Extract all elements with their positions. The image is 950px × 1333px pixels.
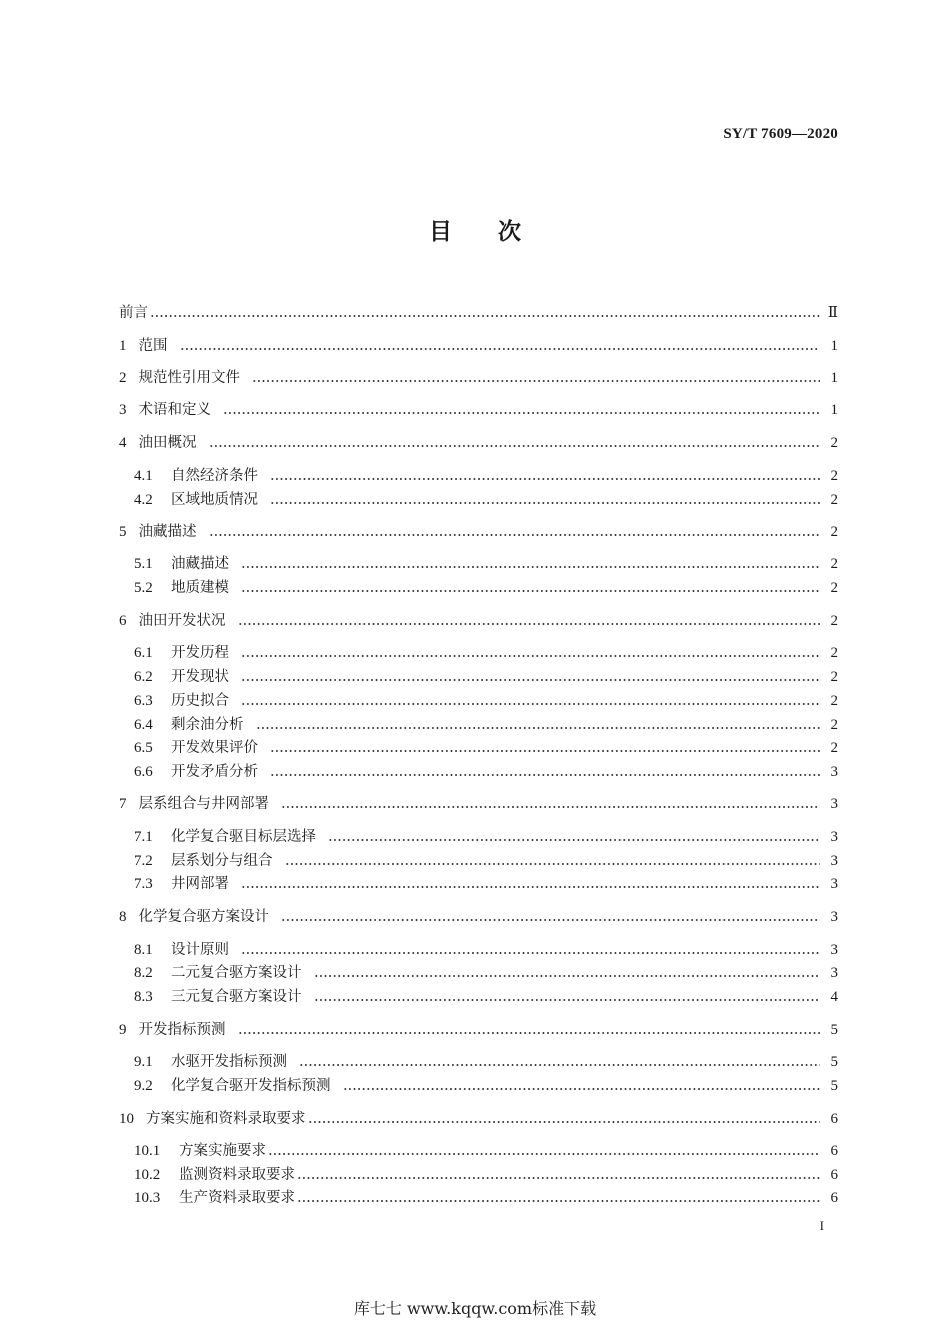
- toc-subentry[interactable]: [134, 1140, 838, 1162]
- toc-entry-page: 3: [830, 829, 838, 845]
- toc-entry[interactable]: [119, 302, 838, 324]
- toc-entry-title: 术语和定义: [138, 402, 211, 418]
- toc-dot-leader: [241, 565, 820, 569]
- page-title-char-2: 次: [498, 219, 521, 245]
- toc-entry-page: 2: [830, 645, 838, 661]
- toc-entry-title: 生产资料录取要求: [179, 1190, 295, 1206]
- toc-entry-title: 开发矛盾分析: [171, 764, 258, 780]
- toc-dot-leader: [238, 1031, 821, 1035]
- toc-subentry[interactable]: [134, 761, 838, 783]
- toc-entry-title: 自然经济条件: [171, 468, 258, 484]
- toc-dot-leader: [256, 726, 821, 730]
- toc-entry-number: 9.1: [134, 1054, 153, 1070]
- toc-entry-number: 10.3: [134, 1190, 161, 1206]
- toc-entry-page: 2: [830, 524, 838, 540]
- toc-entry-title: 化学复合驱方案设计: [138, 909, 269, 925]
- toc-entry-title: 开发历程: [171, 645, 229, 661]
- toc-entry-page: 2: [830, 613, 838, 629]
- toc-entry-title: 开发指标预测: [138, 1022, 226, 1038]
- toc-entry-title: 范围: [138, 338, 168, 354]
- toc-entry-title: 油藏描述: [171, 556, 229, 572]
- toc-dot-leader: [343, 1087, 821, 1091]
- toc-entry-title: 水驱开发指标预测: [171, 1054, 287, 1070]
- toc-entry[interactable]: [119, 399, 838, 421]
- toc-dot-leader: [223, 411, 820, 415]
- toc-subentry[interactable]: [134, 1164, 838, 1186]
- toc-dot-leader: [268, 1152, 820, 1156]
- toc-entry[interactable]: [119, 367, 838, 389]
- toc-entry-number: 4: [119, 435, 127, 451]
- toc-dot-leader: [297, 1199, 820, 1203]
- toc-dot-leader: [308, 1120, 821, 1124]
- toc-subentry[interactable]: [134, 465, 838, 487]
- toc-entry-page: 5: [830, 1078, 838, 1094]
- toc-dot-leader: [241, 589, 820, 593]
- toc-entry-page: 5: [830, 1054, 838, 1070]
- toc-entry-number: 9: [119, 1022, 127, 1038]
- toc-entry-page: 2: [830, 580, 838, 596]
- toc-entry-page: 6: [830, 1111, 838, 1127]
- toc-dot-leader: [241, 702, 820, 706]
- watermark-text: 库七七 www.kqqw.com标准下载: [353, 1299, 597, 1318]
- toc-entry[interactable]: [119, 432, 838, 454]
- toc-entry-number: 8.3: [134, 989, 153, 1005]
- toc-entry-title: 区域地质情况: [171, 492, 258, 508]
- toc-entry-number: 6.5: [134, 740, 153, 756]
- toc-entry-title: 规范性引用文件: [138, 370, 240, 386]
- toc-subentry[interactable]: [134, 1187, 838, 1209]
- toc-dot-leader: [238, 622, 821, 626]
- toc-entry-number: 6.4: [134, 717, 153, 733]
- toc-entry[interactable]: [119, 793, 838, 815]
- toc-dot-leader: [270, 773, 820, 777]
- toc-entry-title: 化学复合驱开发指标预测: [171, 1078, 331, 1094]
- toc-entry-page: 2: [830, 556, 838, 572]
- toc-entry-number: 6.2: [134, 669, 153, 685]
- toc-dot-leader: [180, 347, 821, 351]
- toc-dot-leader: [297, 1176, 820, 1180]
- toc-dot-leader: [270, 749, 820, 753]
- toc-dot-leader: [241, 885, 820, 889]
- toc-dot-leader: [314, 974, 821, 978]
- toc-entry-page: 2: [830, 693, 838, 709]
- toc-entry-title: 油田开发状况: [138, 613, 226, 629]
- toc-entry-title: 方案实施和资料录取要求: [146, 1111, 306, 1127]
- toc-subentry[interactable]: [134, 737, 838, 759]
- toc-dot-leader: [241, 654, 820, 658]
- toc-entry-number: 8.1: [134, 942, 153, 958]
- toc-subentry[interactable]: [134, 642, 838, 664]
- toc-subentry[interactable]: [134, 553, 838, 575]
- toc-subentry[interactable]: [134, 873, 838, 895]
- toc-dot-leader: [281, 805, 820, 809]
- toc-entry-title: 监测资料录取要求: [179, 1167, 295, 1183]
- toc-entry-number: 1: [119, 338, 127, 354]
- toc-subentry[interactable]: [134, 690, 838, 712]
- toc-entry[interactable]: [119, 1019, 838, 1041]
- toc-entry-title: 开发现状: [171, 669, 229, 685]
- toc-dot-leader: [285, 862, 821, 866]
- toc-entry-page: 5: [830, 1022, 838, 1038]
- toc-entry-page: 2: [830, 669, 838, 685]
- toc-entry-page: 6: [830, 1143, 838, 1159]
- toc-entry-title: 设计原则: [171, 942, 229, 958]
- toc-entry-page: 1: [830, 370, 838, 386]
- toc-entry-number: 6: [119, 613, 127, 629]
- toc-dot-leader: [252, 379, 820, 383]
- toc-entry-title: 方案实施要求: [179, 1143, 266, 1159]
- toc-entry-title: 三元复合驱方案设计: [171, 989, 302, 1005]
- toc-entry-title: 地质建模: [171, 580, 229, 596]
- toc-entry-page: 3: [830, 876, 838, 892]
- toc-entry-title: 历史拟合: [171, 693, 229, 709]
- toc-entry[interactable]: [119, 1108, 838, 1130]
- toc-entry-number: 10.1: [134, 1143, 161, 1159]
- toc-entry-page: 2: [830, 468, 838, 484]
- toc-entry-title: 开发效果评价: [171, 740, 258, 756]
- toc-entry-page: 3: [830, 796, 838, 812]
- toc-entry-page: 2: [830, 740, 838, 756]
- toc-entry-page: 2: [830, 717, 838, 733]
- toc-entry-page: 2: [830, 492, 838, 508]
- toc-entry-page: 3: [830, 965, 838, 981]
- toc-entry-number: 9.2: [134, 1078, 153, 1094]
- toc-dot-leader: [314, 998, 821, 1002]
- toc-subentry[interactable]: [134, 1051, 838, 1073]
- toc-dot-leader: [281, 918, 820, 922]
- toc-entry[interactable]: [119, 906, 838, 928]
- toc-entry-number: 10: [119, 1111, 134, 1127]
- toc-entry-page: 4: [830, 989, 838, 1005]
- toc-dot-leader: [299, 1063, 820, 1067]
- page-title-char-1: 目: [429, 219, 452, 245]
- toc-entry-page: 3: [830, 942, 838, 958]
- toc-entry-number: 5: [119, 524, 127, 540]
- standard-code: SY/T 7609—2020: [723, 126, 838, 142]
- toc-entry-number: 6.1: [134, 645, 153, 661]
- toc-entry[interactable]: [119, 610, 838, 632]
- toc-dot-leader: [270, 477, 820, 481]
- toc-subentry[interactable]: [134, 939, 838, 961]
- toc-subentry[interactable]: [134, 714, 838, 736]
- toc-entry-number: 4.1: [134, 468, 153, 484]
- toc-entry[interactable]: [119, 335, 838, 357]
- toc-entry-page: 1: [830, 338, 838, 354]
- toc-subentry[interactable]: [134, 1075, 838, 1097]
- toc-entry-number: 5.1: [134, 556, 153, 572]
- toc-entry-page: 1: [830, 402, 838, 418]
- toc-dot-leader: [270, 501, 820, 505]
- toc-dot-leader: [241, 951, 820, 955]
- toc-dot-leader: [150, 314, 820, 318]
- toc-entry-number: 8: [119, 909, 127, 925]
- toc-subentry[interactable]: [134, 489, 838, 511]
- toc-entry[interactable]: [119, 521, 838, 543]
- page-number: I: [819, 1218, 824, 1233]
- toc-entry-title: 油藏描述: [138, 524, 197, 540]
- toc-subentry[interactable]: [134, 850, 838, 872]
- toc-subentry[interactable]: [134, 986, 838, 1008]
- toc-entry-number: 7: [119, 796, 127, 812]
- toc-entry-page: 3: [830, 909, 838, 925]
- toc-entry-number: 7.1: [134, 829, 153, 845]
- toc-entry-title: 前言: [119, 305, 148, 321]
- toc-entry-page: Ⅱ: [827, 305, 838, 321]
- toc-dot-leader: [241, 678, 820, 682]
- toc-dot-leader: [209, 444, 821, 448]
- toc-entry-page: 3: [830, 853, 838, 869]
- toc-subentry[interactable]: [134, 826, 838, 848]
- toc-subentry[interactable]: [134, 577, 838, 599]
- toc-entry-number: 6.3: [134, 693, 153, 709]
- toc-entry-title: 层系组合与井网部署: [138, 796, 269, 812]
- toc-entry-number: 10.2: [134, 1167, 161, 1183]
- toc-entry-number: 6.6: [134, 764, 153, 780]
- toc-entry-page: 2: [830, 435, 838, 451]
- toc-entry-number: 5.2: [134, 580, 153, 596]
- toc-entry-title: 层系划分与组合: [171, 853, 273, 869]
- toc-entry-number: 3: [119, 402, 127, 418]
- toc-entry-page: 3: [830, 764, 838, 780]
- toc-entry-number: 7.2: [134, 853, 153, 869]
- toc-entry-title: 化学复合驱目标层选择: [171, 829, 316, 845]
- toc-entry-number: 8.2: [134, 965, 153, 981]
- toc-subentry[interactable]: [134, 666, 838, 688]
- toc-entry-page: 6: [830, 1190, 838, 1206]
- toc-entry-number: 2: [119, 370, 127, 386]
- toc-entry-title: 油田概况: [138, 435, 197, 451]
- toc-entry-title: 二元复合驱方案设计: [171, 965, 302, 981]
- toc-entry-title: 井网部署: [171, 876, 229, 892]
- toc-dot-leader: [209, 533, 821, 537]
- toc-dot-leader: [328, 838, 820, 842]
- toc-entry-number: 4.2: [134, 492, 153, 508]
- toc-subentry[interactable]: [134, 962, 838, 984]
- toc-entry-title: 剩余油分析: [171, 717, 244, 733]
- toc-entry-number: 7.3: [134, 876, 153, 892]
- toc-entry-page: 6: [830, 1167, 838, 1183]
